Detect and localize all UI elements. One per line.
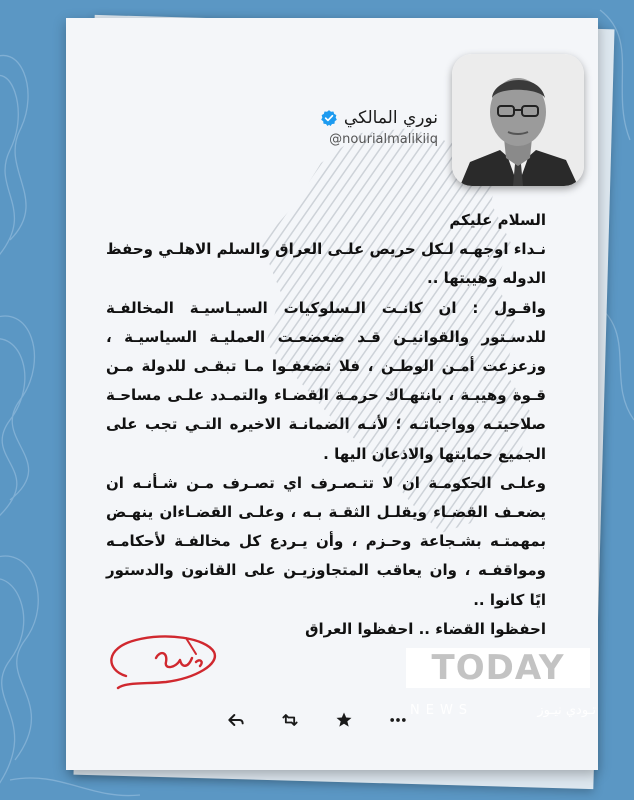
verified-badge-icon	[320, 109, 338, 127]
tweet-paragraph: واقـول : ان كانـت الـسلوكيات السيـاسيـة المخالفـة للدسـتور والقوانيـن قـد ضعضعـت العمليـة السياسيـة ، وزعزعت أمـن الوطـن ، فلا تضعفـوا مـا تبقـى للدولة مـن قـوة وهيبـة ، بانتهـاك حرمـة القضـاء والتمـدد علـى مساحـة صلاحيتـه وواجباتـه ؛ لأنـه الضمانـة الاخيره التـي تجب على الجميع حمايتها والاذعان اليها .	[106, 298, 546, 463]
more-icon[interactable]	[388, 710, 408, 730]
display-name[interactable]: نوري المالكي	[343, 108, 438, 128]
profile-avatar[interactable]	[452, 54, 584, 186]
profile-name-row	[320, 108, 438, 128]
logo-arabic-text: تـودي نيـوز	[537, 702, 596, 718]
handwritten-signature	[96, 618, 226, 698]
profile-handle[interactable]: @nourialmalikiiq	[329, 132, 438, 147]
today-news-logo	[406, 648, 590, 688]
tweet-actions	[226, 710, 408, 730]
tweet-paragraph: احفظوا القضاء .. احفظوا العراق	[305, 619, 546, 638]
logo-text: TODAY	[431, 648, 565, 688]
tweet-paragraph: وعلـى الحكومـة ان لا تتـصـرف اي تصـرف مـن شـأنـه ان يضعـف القضـاء ويقلـل الثقـة بـه ، وعلـى القضـاءان ينهـض بمهمتـه بشـجاعة وحـزم ، وأن يـردع كل مخالفـة لأحكامـه ومواقفـه ، وان يعاقب المتجاوزيـن على القانون والدستور ايًا كانوا ..	[106, 473, 546, 609]
tweet-body	[106, 206, 546, 644]
star-icon[interactable]	[334, 710, 354, 730]
tweet-paragraph: السلام عليكم	[449, 211, 546, 229]
tweet-paragraph: نـداء اوجهـه لـكل حريص علـى العراق والسلم الاهلـي وحفظ الدوله وهيبتها ..	[106, 240, 546, 288]
reply-icon[interactable]	[226, 710, 246, 730]
retweet-icon[interactable]	[280, 710, 300, 730]
logo-subtitle	[410, 700, 596, 720]
logo-news-text: NEWS	[410, 702, 474, 718]
